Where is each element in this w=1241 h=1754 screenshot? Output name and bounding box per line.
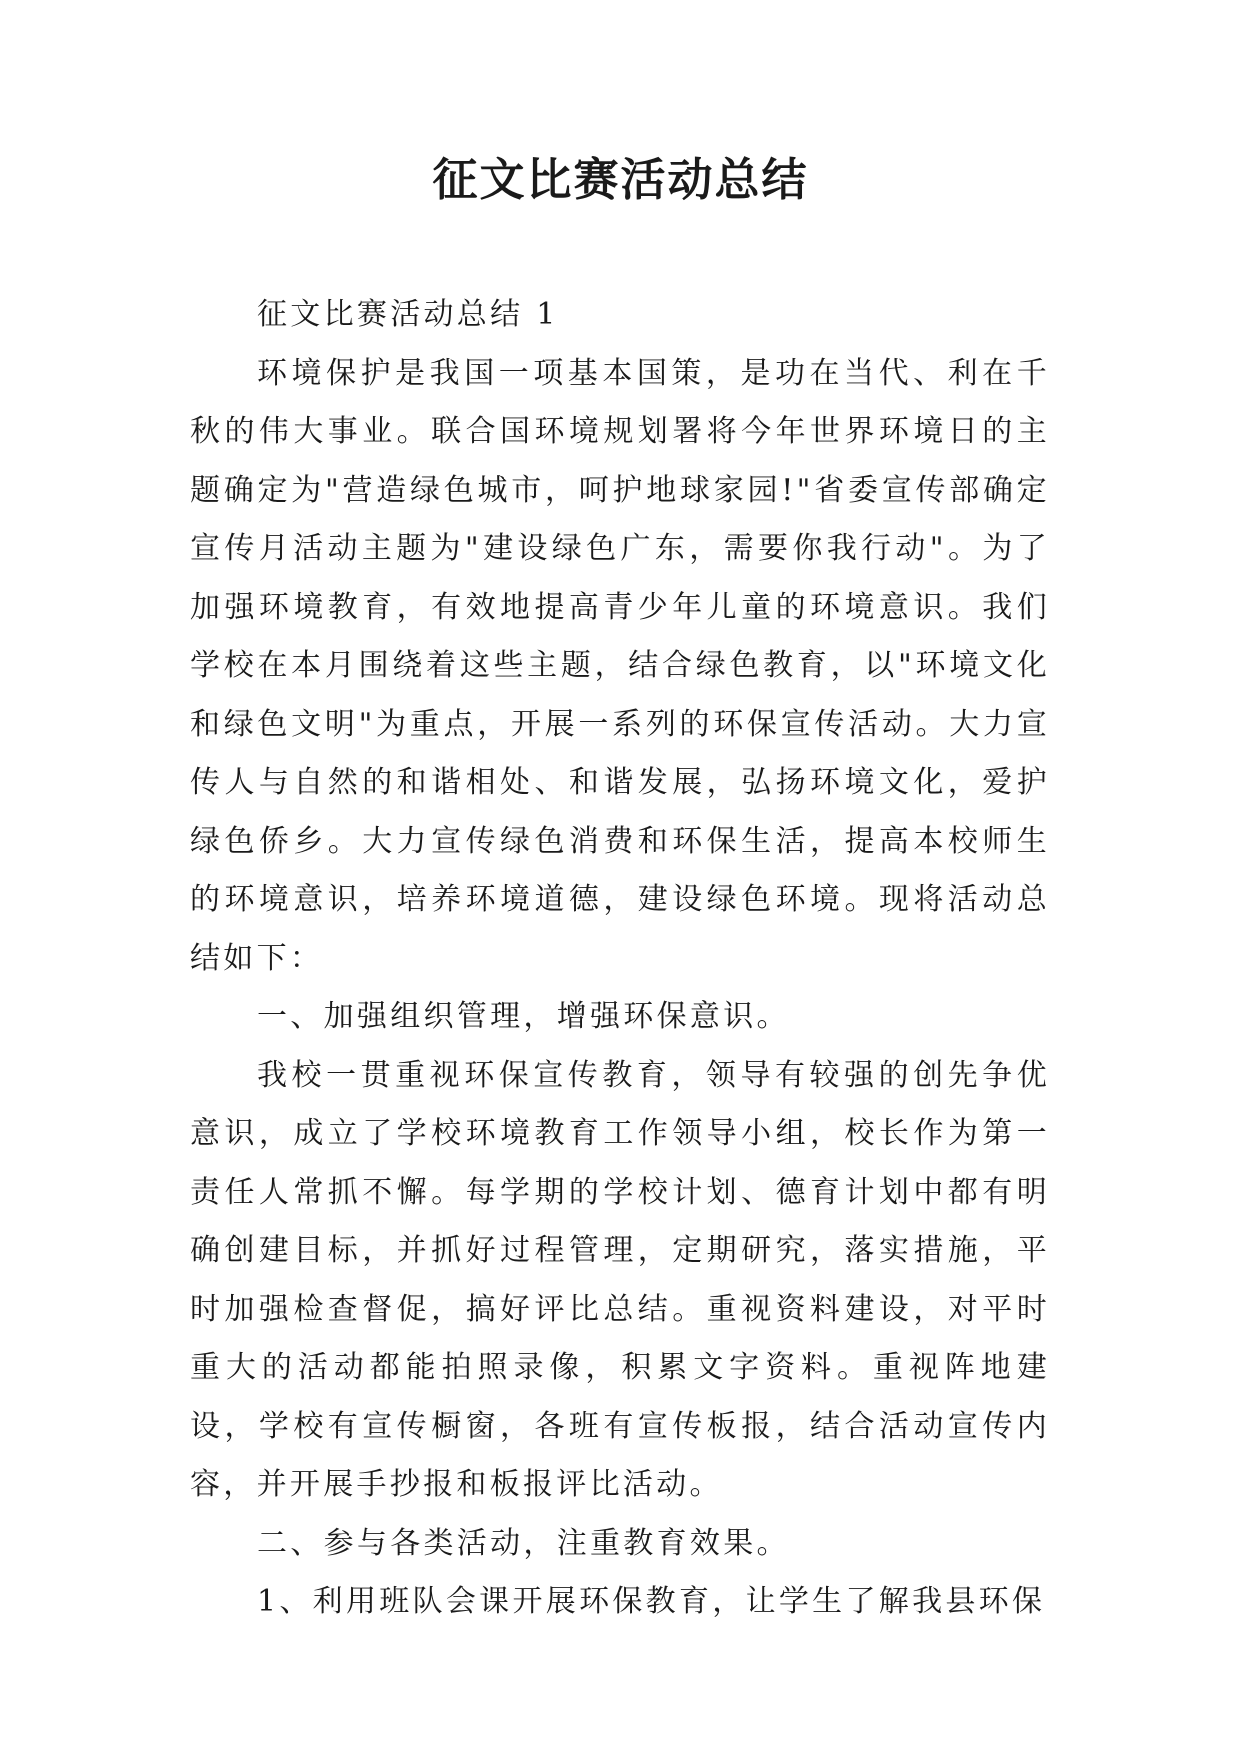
body-paragraph: 我校一贯重视环保宣传教育，领导有较强的创先争优意识，成立了学校环境教育工作领导小组，校长作为第一责任人常抓不懈。每学期的学校计划、德育计划中都有明确创建目标，并抓好过程管理，定期研究，落实措施，平时加强检查督促，搞好评比总结。重视资料建设，对平时重大的活动都能拍照录像，积累文字资料。重视阵地建设，学校有宣传橱窗，各班有宣传板报，结合活动宣传内容，并开展手抄报和板报评比活动。 (190, 1057, 1050, 1502)
section-heading: 征文比赛活动总结 1 (257, 297, 559, 332)
document-title: 征文比赛活动总结 (432, 153, 809, 206)
section-heading: 二、参与各类活动，注重教育效果。 (257, 1525, 790, 1561)
body-paragraph: 环境保护是我国一项基本国策，是功在当代、利在千秋的伟大事业。联合国环境规划署将今年世界环境日的主题确定为"营造绿色城市，呵护地球家园!"省委宣传部确定宣传月活动主题为"建设绿色广东，需要你我行动"。为了加强环境教育，有效地提高青少年儿童的环境意识。我们学校在本月围绕着这些主题，结合绿色教育，以"环境文化和绿色文明"为重点，开展一系列的环保宣传活动。大力宣传人与自然的和谐相处、和谐发展，弘扬环境文化，爱护绿色侨乡。大力宣传绿色消费和环保生活，提高本校师生的环境意识，培养环境道德，建设绿色环境。现将活动总结如下： (190, 355, 1050, 976)
body-paragraph: 1、利用班队会课开展环保教育，让学生了解我县环保 (257, 1584, 1046, 1619)
document-body (190, 286, 1050, 1632)
section-heading: 一、加强组织管理，增强环保意识。 (257, 999, 790, 1034)
